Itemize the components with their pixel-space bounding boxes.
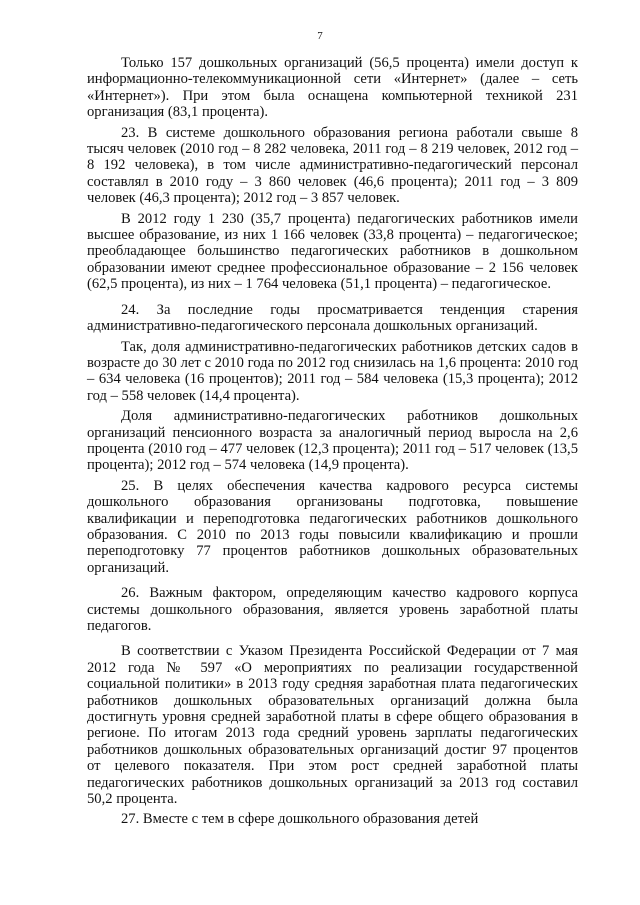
paragraph-23-staff-count: 23. В системе дошкольного образования региона работали свыше 8 тысяч человек (2010 год – 8 282 человека, 2011 год – 8 219 человек, 2012 год – 8 192 человека), в том числе административно-педагогический персонал составлял в 2010 году – 3 860 человек (46,6 процента); 2011 год – 3 809 человек (46,3 процента); 2012 год – 3 857 человек.	[87, 124, 578, 207]
paragraph-26-salary-factor: 26. Важным фактором, определяющим качество кадрового корпуса системы дошкольного образования, является уровень заработной платы педагогов.	[87, 585, 578, 634]
paragraph-24-aging-trend: 24. За последние годы просматривается тенденция старения административно-педагогического персонала дошкольных организаций.	[87, 301, 578, 335]
paragraph-27-start: 27. Вместе с тем в сфере дошкольного образования детей	[121, 811, 479, 828]
paragraph-young-staff-share: Так, доля административно-педагогических работников детских садов в возрасте до 30 лет с 2010 года по 2012 год снизилась на 1,6 процента: 2010 год – 634 человека (16 процентов); 2011 год – 584 человека (15,3 процента); 2012 год – 558 человек (14,4 процента).	[87, 338, 578, 404]
paragraph-pension-age-share: Доля административно-педагогических работников дошкольных организаций пенсионного возраста за аналогичный период выросла на 2,6 процента (2010 год – 477 человек (12,3 процента); 2011 год – 517 человек (13,5 процента); 2012 год – 574 человека (14,9 процента).	[87, 408, 578, 474]
document-body	[87, 55, 578, 828]
paragraph-25-qualification: 25. В целях обеспечения качества кадрового ресурса системы дошкольного образования организованы подготовка, повышение квалификации и переподготовка педагогических работников дошкольного образования. С 2010 по 2013 годы повысили квалификацию и прошли переподготовку 77 процентов работников дошкольных образовательных организаций.	[87, 477, 578, 576]
paragraph-internet-access: Только 157 дошкольных организаций (56,5 процента) имели доступ к информационно-телекоммуникационной сети «Интернет» (далее – сеть «Интернет»). При этом была оснащена компьютерной техникой 231 организация (83,1 процента).	[87, 55, 578, 121]
paragraph-decree-597: В соответствии с Указом Президента Российской Федерации от 7 мая 2012 года № 597 «О мероприятиях по реализации государственной социальной политики» в 2013 году средняя заработная плата педагогических работников дошкольных образовательных организаций должна была достигнуть уровня средней заработной платы в сфере общего образования в регионе. По итогам 2013 года средний уровень зарплаты педагогических работников дошкольных образовательных организаций достиг 97 процентов от целевого показателя. При этом рост средней заработной платы педагогических работников дошкольных организаций за 2013 год составил 50,2 процента.	[87, 643, 578, 808]
paragraph-education-level: В 2012 году 1 230 (35,7 процента) педагогических работников имели высшее образование, из них 1 166 человек (33,8 процента) – педагогическое; преобладающее большинство педагогических работников в дошкольном образовании имеют среднее профессиональное образование – 2 156 человек (62,5 процента), из них – 1 764 человека (51,1 процента) – педагогическое.	[87, 210, 578, 293]
page-number: 7	[317, 30, 323, 42]
